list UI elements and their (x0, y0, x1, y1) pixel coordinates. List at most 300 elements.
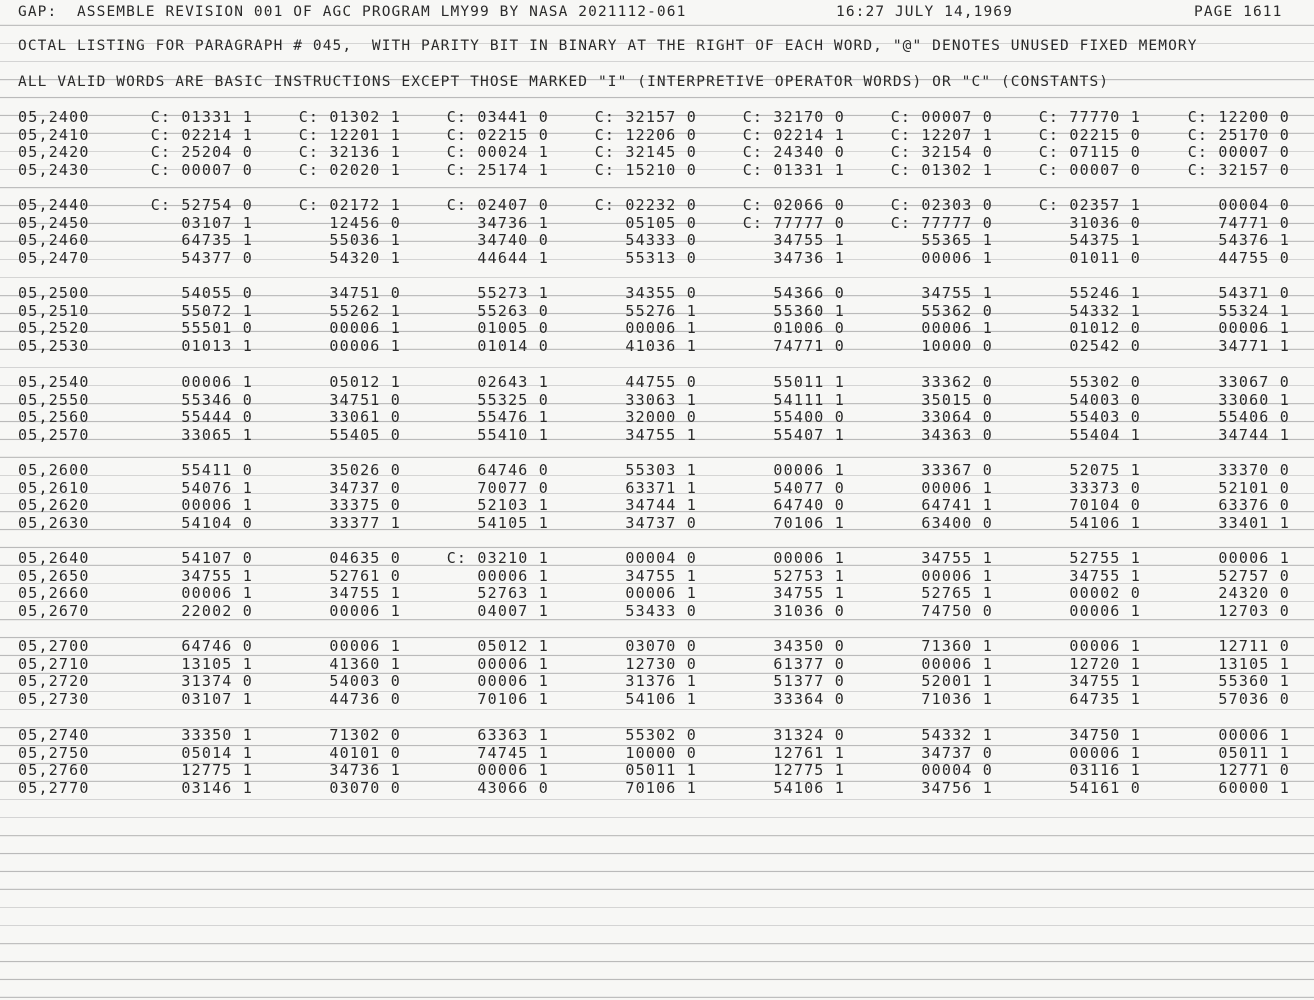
memory-word: 03146 1 (181, 778, 253, 797)
listing-row (0, 514, 1314, 532)
program-title: GAP: ASSEMBLE REVISION 001 OF AGC PROGRAM LMY99 BY NASA 2021112-061 (18, 4, 687, 20)
memory-word: 01011 0 (1069, 248, 1141, 267)
memory-word: 00006 1 (477, 566, 549, 585)
memory-word: 55360 1 (1218, 672, 1290, 691)
memory-word: 33377 1 (329, 513, 401, 532)
memory-word: 00006 1 (1069, 637, 1141, 655)
memory-word: 00006 1 (1218, 726, 1290, 744)
memory-word: 12761 1 (773, 743, 845, 762)
memory-word: 31374 0 (181, 672, 253, 691)
memory-word: 05012 1 (329, 373, 401, 391)
memory-word: 40101 0 (329, 743, 401, 762)
memory-word: 12775 1 (181, 761, 253, 780)
memory-word: 57036 0 (1218, 689, 1290, 708)
row-address: 05,2550 (18, 390, 90, 409)
memory-word: 55501 0 (181, 319, 253, 338)
memory-word: 74771 0 (1218, 213, 1290, 232)
memory-word: 33065 1 (181, 425, 253, 444)
row-address: 05,2520 (18, 319, 90, 338)
row-address: 05,2660 (18, 584, 90, 603)
memory-word: 55404 1 (1069, 425, 1141, 444)
memory-word: 34350 0 (773, 637, 845, 655)
memory-word: 00006 1 (329, 601, 401, 620)
listing-row (0, 108, 1314, 126)
memory-word: 70106 1 (773, 513, 845, 532)
memory-word: C: 02214 1 (742, 125, 845, 144)
listing-row (0, 408, 1314, 426)
memory-word: 00006 1 (1218, 319, 1290, 338)
memory-word: 64741 1 (921, 496, 993, 515)
memory-word: 33060 1 (1218, 390, 1290, 409)
memory-word: 33362 0 (921, 373, 993, 391)
memory-word: 33064 0 (921, 408, 993, 427)
row-address: 05,2650 (18, 566, 90, 585)
memory-word: C: 00024 1 (446, 143, 549, 162)
listing-row (0, 249, 1314, 267)
row-address: 05,2570 (18, 425, 90, 444)
memory-word: C: 32170 0 (742, 108, 845, 126)
memory-word: C: 02232 0 (594, 196, 697, 214)
listing-row (0, 761, 1314, 779)
memory-word: 55072 1 (181, 301, 253, 320)
memory-word: 55011 1 (773, 373, 845, 391)
memory-word: C: 00007 0 (1187, 143, 1290, 162)
memory-word: 53433 0 (625, 601, 697, 620)
memory-word: C: 00007 0 (150, 160, 253, 179)
memory-word: 34736 1 (329, 761, 401, 780)
memory-word: 63376 0 (1218, 496, 1290, 515)
memory-word: 12703 0 (1218, 601, 1290, 620)
memory-word: C: 01302 1 (298, 108, 401, 126)
row-address: 05,2630 (18, 513, 90, 532)
memory-word: C: 77777 0 (742, 213, 845, 232)
listing-row (0, 337, 1314, 355)
memory-word: 12711 0 (1218, 637, 1290, 655)
listing-row (0, 126, 1314, 144)
memory-word: 71302 0 (329, 726, 401, 744)
memory-word: 34771 1 (1218, 336, 1290, 355)
memory-word: 00006 1 (773, 461, 845, 479)
memory-word: 12730 0 (625, 654, 697, 673)
memory-word: 52761 0 (329, 566, 401, 585)
memory-word: 64735 1 (181, 231, 253, 250)
memory-word: C: 00007 0 (890, 108, 993, 126)
memory-word: C: 03210 1 (446, 549, 549, 567)
memory-word: 34755 1 (773, 584, 845, 603)
memory-word: 54333 0 (625, 231, 697, 250)
memory-word: 55302 0 (1069, 373, 1141, 391)
memory-word: 70106 1 (625, 778, 697, 797)
memory-word: 55303 1 (625, 461, 697, 479)
memory-word: 00006 1 (773, 549, 845, 567)
memory-word: 74771 0 (773, 336, 845, 355)
memory-word: 34755 1 (181, 566, 253, 585)
memory-word: 33063 1 (625, 390, 697, 409)
memory-word: 52753 1 (773, 566, 845, 585)
memory-word: C: 12200 0 (1187, 108, 1290, 126)
memory-word: 31324 0 (773, 726, 845, 744)
memory-word: 00006 1 (329, 637, 401, 655)
memory-word: 54376 1 (1218, 231, 1290, 250)
memory-word: 05105 0 (625, 213, 697, 232)
memory-word: 55444 0 (181, 408, 253, 427)
listing-row (0, 461, 1314, 479)
memory-word: 71036 1 (921, 689, 993, 708)
memory-word: 34755 1 (1069, 672, 1141, 691)
row-address: 05,2400 (18, 108, 90, 126)
memory-word: 34737 0 (329, 478, 401, 497)
memory-word: 54111 1 (773, 390, 845, 409)
memory-word: 64746 0 (181, 637, 253, 655)
row-address: 05,2670 (18, 601, 90, 620)
memory-word: 34363 0 (921, 425, 993, 444)
memory-word: C: 12201 1 (298, 125, 401, 144)
memory-word: 55324 1 (1218, 301, 1290, 320)
memory-word: 33375 0 (329, 496, 401, 515)
memory-word: C: 02214 1 (150, 125, 253, 144)
memory-word: 00006 1 (477, 672, 549, 691)
row-address: 05,2430 (18, 160, 90, 179)
row-address: 05,2700 (18, 637, 90, 655)
memory-word: C: 02303 0 (890, 196, 993, 214)
memory-word: 55362 0 (921, 301, 993, 320)
listing-row (0, 319, 1314, 337)
memory-word: 54371 0 (1218, 284, 1290, 302)
memory-word: 34737 0 (921, 743, 993, 762)
row-address: 05,2500 (18, 284, 90, 302)
memory-word: C: 15210 0 (594, 160, 697, 179)
row-address: 05,2730 (18, 689, 90, 708)
memory-word: 55360 1 (773, 301, 845, 320)
memory-word: 44644 1 (477, 248, 549, 267)
memory-word: 13105 1 (181, 654, 253, 673)
memory-word: C: 02215 0 (446, 125, 549, 144)
listing-row (0, 637, 1314, 655)
memory-word: 74750 0 (921, 601, 993, 620)
memory-word: 54320 1 (329, 248, 401, 267)
memory-word: 55276 1 (625, 301, 697, 320)
memory-word: 00006 1 (625, 319, 697, 338)
memory-word: 00006 1 (921, 566, 993, 585)
row-address: 05,2540 (18, 373, 90, 391)
memory-word: 55325 0 (477, 390, 549, 409)
memory-word: 00006 1 (921, 478, 993, 497)
row-address: 05,2710 (18, 654, 90, 673)
memory-word: C: 77770 1 (1038, 108, 1141, 126)
memory-word: 43066 0 (477, 778, 549, 797)
memory-word: C: 25170 0 (1187, 125, 1290, 144)
memory-word: 54003 0 (329, 672, 401, 691)
memory-word: 54332 1 (1069, 301, 1141, 320)
memory-word: 55407 1 (773, 425, 845, 444)
memory-word: 52757 0 (1218, 566, 1290, 585)
memory-word: 05014 1 (181, 743, 253, 762)
memory-word: 34755 1 (329, 584, 401, 603)
memory-word: 01013 1 (181, 336, 253, 355)
memory-word: 35026 0 (329, 461, 401, 479)
memory-word: C: 07115 0 (1038, 143, 1141, 162)
memory-word: 34755 1 (625, 425, 697, 444)
memory-word: 34737 0 (625, 513, 697, 532)
listing-row (0, 161, 1314, 179)
memory-word: 05011 1 (1218, 743, 1290, 762)
row-address: 05,2600 (18, 461, 90, 479)
memory-word: C: 52754 0 (150, 196, 253, 214)
memory-word: 03107 1 (181, 689, 253, 708)
memory-word: 10000 0 (625, 743, 697, 762)
memory-word: 34750 1 (1069, 726, 1141, 744)
listing-row (0, 655, 1314, 673)
memory-word: 55262 1 (329, 301, 401, 320)
memory-word: C: 01302 1 (890, 160, 993, 179)
memory-word: 00006 1 (181, 496, 253, 515)
memory-word: C: 02357 1 (1038, 196, 1141, 214)
print-timestamp: 16:27 JULY 14,1969 (836, 4, 1013, 20)
row-address: 05,2770 (18, 778, 90, 797)
memory-word: C: 02407 0 (446, 196, 549, 214)
memory-word: C: 32157 0 (1187, 160, 1290, 179)
memory-word: C: 01331 1 (150, 108, 253, 126)
memory-word: 31376 1 (625, 672, 697, 691)
memory-word: C: 02066 0 (742, 196, 845, 214)
memory-word: 55302 0 (625, 726, 697, 744)
memory-word: 52101 0 (1218, 478, 1290, 497)
memory-word: 54107 0 (181, 549, 253, 567)
row-address: 05,2530 (18, 336, 90, 355)
row-address: 05,2470 (18, 248, 90, 267)
memory-word: 03116 1 (1069, 761, 1141, 780)
listing-row (0, 744, 1314, 762)
memory-word: 04635 0 (329, 549, 401, 567)
memory-word: 41360 1 (329, 654, 401, 673)
listing-row (0, 196, 1314, 214)
memory-word: 24320 0 (1218, 584, 1290, 603)
listing-row (0, 496, 1314, 514)
memory-word: 03070 0 (625, 637, 697, 655)
memory-word: 03070 0 (329, 778, 401, 797)
memory-word: C: 02215 0 (1038, 125, 1141, 144)
memory-word: 55403 0 (1069, 408, 1141, 427)
memory-word: 55263 0 (477, 301, 549, 320)
memory-word: C: 32145 0 (594, 143, 697, 162)
memory-word: 00006 1 (921, 654, 993, 673)
memory-word: 34755 1 (921, 549, 993, 567)
memory-word: 55036 1 (329, 231, 401, 250)
memory-word: C: 32157 0 (594, 108, 697, 126)
listing-row (0, 373, 1314, 391)
memory-word: 41036 1 (625, 336, 697, 355)
memory-word: 04007 1 (477, 601, 549, 620)
memory-word: 34744 1 (625, 496, 697, 515)
memory-word: 64746 0 (477, 461, 549, 479)
memory-word: 00006 1 (477, 761, 549, 780)
memory-word: C: 03441 0 (446, 108, 549, 126)
memory-word: 54375 1 (1069, 231, 1141, 250)
memory-word: 00006 1 (181, 373, 253, 391)
memory-word: 12720 1 (1069, 654, 1141, 673)
memory-word: 00002 0 (1069, 584, 1141, 603)
memory-word: 70104 0 (1069, 496, 1141, 515)
row-address: 05,2440 (18, 196, 90, 214)
memory-word: 54161 0 (1069, 778, 1141, 797)
memory-word: 55405 0 (329, 425, 401, 444)
memory-word: 52103 1 (477, 496, 549, 515)
memory-word: 34751 0 (329, 390, 401, 409)
memory-word: 52755 1 (1069, 549, 1141, 567)
memory-word: 54055 0 (181, 284, 253, 302)
row-address: 05,2720 (18, 672, 90, 691)
memory-word: C: 25204 0 (150, 143, 253, 162)
row-address: 05,2450 (18, 213, 90, 232)
memory-word: 71360 1 (921, 637, 993, 655)
memory-word: 54366 0 (773, 284, 845, 302)
row-address: 05,2760 (18, 761, 90, 780)
memory-word: 64735 1 (1069, 689, 1141, 708)
listing-row (0, 567, 1314, 585)
memory-word: 55246 1 (1069, 284, 1141, 302)
memory-word: 00004 0 (625, 549, 697, 567)
memory-word: 55406 0 (1218, 408, 1290, 427)
memory-word: 33067 0 (1218, 373, 1290, 391)
memory-word: 63400 0 (921, 513, 993, 532)
memory-word: 31036 0 (773, 601, 845, 620)
listing-row (0, 302, 1314, 320)
memory-word: C: 02172 1 (298, 196, 401, 214)
memory-word: 05012 1 (477, 637, 549, 655)
memory-word: 32000 0 (625, 408, 697, 427)
memory-word: 31036 0 (1069, 213, 1141, 232)
listing-row (0, 549, 1314, 567)
memory-word: 55346 0 (181, 390, 253, 409)
memory-word: 12775 1 (773, 761, 845, 780)
memory-word: 01005 0 (477, 319, 549, 338)
memory-word: 54106 1 (1069, 513, 1141, 532)
listing-row (0, 672, 1314, 690)
listing-row (0, 214, 1314, 232)
memory-word: 01014 0 (477, 336, 549, 355)
memory-word: 54106 1 (625, 689, 697, 708)
memory-word: 55410 1 (477, 425, 549, 444)
memory-word: 10000 0 (921, 336, 993, 355)
row-address: 05,2510 (18, 301, 90, 320)
memory-word: 64740 0 (773, 496, 845, 515)
memory-word: 55400 0 (773, 408, 845, 427)
memory-word: 54003 0 (1069, 390, 1141, 409)
memory-word: 12771 0 (1218, 761, 1290, 780)
memory-word: 54076 1 (181, 478, 253, 497)
listing-row (0, 284, 1314, 302)
memory-word: 34755 1 (921, 284, 993, 302)
listing-row (0, 779, 1314, 797)
row-address: 05,2610 (18, 478, 90, 497)
memory-word: 33373 0 (1069, 478, 1141, 497)
memory-word: C: 12206 0 (594, 125, 697, 144)
memory-word: C: 32136 1 (298, 143, 401, 162)
memory-word: 00006 1 (1218, 549, 1290, 567)
row-address: 05,2620 (18, 496, 90, 515)
memory-word: C: 24340 0 (742, 143, 845, 162)
memory-word: 55313 0 (625, 248, 697, 267)
memory-word: 33367 0 (921, 461, 993, 479)
memory-word: 34755 1 (1069, 566, 1141, 585)
memory-word: 33401 1 (1218, 513, 1290, 532)
memory-word: 02542 0 (1069, 336, 1141, 355)
memory-word: 05011 1 (625, 761, 697, 780)
memory-word: 01006 0 (773, 319, 845, 338)
memory-word: 00006 1 (329, 319, 401, 338)
memory-word: 51377 0 (773, 672, 845, 691)
memory-word: 44755 0 (625, 373, 697, 391)
memory-word: 63371 1 (625, 478, 697, 497)
memory-word: 34755 1 (625, 566, 697, 585)
row-address: 05,2640 (18, 549, 90, 567)
memory-word: C: 77777 0 (890, 213, 993, 232)
listing-row (0, 391, 1314, 409)
memory-word: 34755 1 (773, 231, 845, 250)
memory-word: 35015 0 (921, 390, 993, 409)
memory-word: 54106 1 (773, 778, 845, 797)
memory-word: 54332 1 (921, 726, 993, 744)
memory-word: C: 12207 1 (890, 125, 993, 144)
memory-word: 74745 1 (477, 743, 549, 762)
listing-row (0, 602, 1314, 620)
memory-word: 52765 1 (921, 584, 993, 603)
memory-word: 55411 0 (181, 461, 253, 479)
memory-word: 70077 0 (477, 478, 549, 497)
memory-word: 12456 0 (329, 213, 401, 232)
memory-word: 00004 0 (1218, 196, 1290, 214)
memory-word: 03107 1 (181, 213, 253, 232)
memory-word: 01012 0 (1069, 319, 1141, 338)
memory-word: 22002 0 (181, 601, 253, 620)
memory-word: 00006 1 (921, 319, 993, 338)
memory-word: 54105 1 (477, 513, 549, 532)
row-address: 05,2740 (18, 726, 90, 744)
row-address: 05,2410 (18, 125, 90, 144)
memory-word: 54377 0 (181, 248, 253, 267)
memory-word: 34740 0 (477, 231, 549, 250)
memory-word: 52075 1 (1069, 461, 1141, 479)
row-address: 05,2750 (18, 743, 90, 762)
memory-word: 00004 0 (921, 761, 993, 780)
memory-word: 54104 0 (181, 513, 253, 532)
memory-word: 52001 1 (921, 672, 993, 691)
listing-row (0, 143, 1314, 161)
memory-word: 55476 1 (477, 408, 549, 427)
memory-word: C: 00007 0 (1038, 160, 1141, 179)
memory-word: 63363 1 (477, 726, 549, 744)
memory-word: 61377 0 (773, 654, 845, 673)
memory-word: C: 32154 0 (890, 143, 993, 162)
memory-word: 02643 1 (477, 373, 549, 391)
memory-word: 13105 1 (1218, 654, 1290, 673)
memory-word: C: 02020 1 (298, 160, 401, 179)
memory-word: 33364 0 (773, 689, 845, 708)
listing-row (0, 726, 1314, 744)
memory-word: 00006 1 (181, 584, 253, 603)
listing-row (0, 231, 1314, 249)
memory-word: 52763 1 (477, 584, 549, 603)
memory-word: 34751 0 (329, 284, 401, 302)
memory-word: 34736 1 (477, 213, 549, 232)
listing-row (0, 690, 1314, 708)
memory-word: 00006 1 (477, 654, 549, 673)
memory-word: 00006 1 (1069, 601, 1141, 620)
memory-word: 33350 1 (181, 726, 253, 744)
memory-word: 34355 0 (625, 284, 697, 302)
memory-word: 54077 0 (773, 478, 845, 497)
memory-word: 00006 1 (1069, 743, 1141, 762)
